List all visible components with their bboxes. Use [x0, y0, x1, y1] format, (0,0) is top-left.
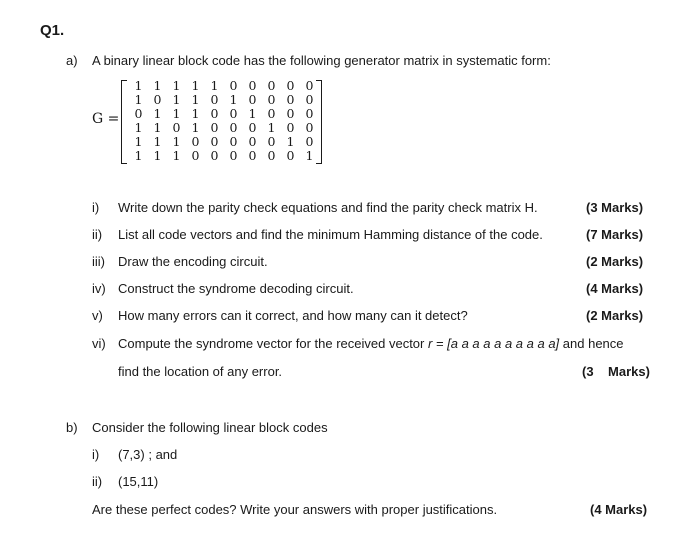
matrix-row [129, 121, 319, 135]
matrix-cell: 0 [229, 148, 238, 163]
matrix-cell: 0 [248, 92, 257, 107]
item-text: Construct the syndrome decoding circuit. [118, 281, 354, 296]
matrix-label: G = [92, 111, 120, 127]
item-text: Draw the encoding circuit. [118, 254, 268, 269]
matrix-row [129, 93, 319, 107]
matrix-cell: 0 [191, 148, 200, 163]
matrix-cell: 1 [267, 120, 276, 135]
matrix-cell: 1 [305, 148, 314, 163]
matrix-cell: 1 [134, 120, 143, 135]
matrix-cell: 0 [229, 106, 238, 121]
matrix-cell: 0 [305, 92, 314, 107]
item-marks: (2 Marks) [586, 308, 644, 323]
matrix-cell: 0 [248, 134, 257, 149]
matrix-cell: 1 [248, 106, 257, 121]
item-a-iii [92, 254, 268, 269]
matrix-cell: 1 [172, 106, 181, 121]
matrix-cell: 0 [286, 148, 295, 163]
item-b-i [92, 447, 177, 462]
part-b-intro: Consider the following linear block codes [92, 420, 328, 435]
part-a-intro: A binary linear block code has the following generator matrix in systematic form: [92, 53, 551, 68]
item-marks: (7 Marks) [586, 227, 644, 242]
matrix-cell: 1 [134, 78, 143, 93]
matrix-row [129, 135, 319, 149]
matrix-cell: 1 [210, 78, 219, 93]
matrix-cell: 0 [286, 106, 295, 121]
part-b-marks: (4 Marks) [590, 502, 648, 517]
matrix-cell: 0 [248, 78, 257, 93]
item-a-v [92, 308, 468, 323]
matrix-cell: 1 [191, 78, 200, 93]
item-number: iii) [92, 254, 105, 269]
matrix-cell: 0 [134, 106, 143, 121]
matrix-cell: 1 [153, 120, 162, 135]
matrix-cell: 1 [172, 92, 181, 107]
matrix-cell: 0 [248, 148, 257, 163]
matrix-cell: 1 [172, 134, 181, 149]
matrix-cell: 0 [191, 134, 200, 149]
matrix-cell: 0 [153, 92, 162, 107]
matrix-cell: 0 [305, 78, 314, 93]
item-marks: (3 Marks) [586, 200, 644, 215]
matrix-cell: 0 [210, 134, 219, 149]
matrix-cell: 0 [229, 134, 238, 149]
item-text: (7,3) ; and [118, 447, 178, 462]
item-text: How many errors can it correct, and how many can it detect? [118, 308, 468, 323]
matrix-cell: 0 [248, 120, 257, 135]
part-b-label: b) [66, 420, 78, 435]
item-text: Compute the syndrome vector for the received vector [118, 336, 428, 351]
item-number: v) [92, 308, 103, 323]
item-marks: (4 Marks) [586, 281, 644, 296]
matrix-cell: 0 [267, 148, 276, 163]
matrix-cell: 0 [267, 92, 276, 107]
matrix-cell: 1 [134, 92, 143, 107]
matrix-row [129, 79, 319, 93]
item-number: vi) [92, 336, 106, 351]
matrix-cell: 0 [210, 120, 219, 135]
matrix-cell: 0 [229, 120, 238, 135]
item-text: List all code vectors and find the minimum Hamming distance of the code. [118, 227, 543, 242]
matrix-cell: 1 [153, 134, 162, 149]
matrix-cell: 0 [305, 106, 314, 121]
item-b-ii [92, 474, 158, 489]
item-number: ii) [92, 474, 103, 489]
matrix-cell: 1 [134, 134, 143, 149]
item-number: ii) [92, 227, 103, 242]
matrix-cell: 1 [134, 148, 143, 163]
received-vector: r = [a a a a a a a a a a] [427, 336, 560, 351]
item-number: i) [92, 200, 100, 215]
item-text-post: and hence [559, 336, 624, 351]
part-b-closing: Are these perfect codes? Write your answers with proper justifications. [92, 502, 498, 517]
matrix-cell: 1 [153, 106, 162, 121]
matrix-cell: 0 [172, 120, 181, 135]
matrix-cell: 0 [286, 92, 295, 107]
matrix-cell: 1 [172, 148, 181, 163]
matrix-cell: 0 [210, 92, 219, 107]
matrix-row [129, 149, 319, 163]
matrix-cell: 1 [286, 134, 295, 149]
item-a-vi [92, 336, 624, 351]
item-text: (15,11) [118, 474, 159, 489]
matrix-cell: 0 [267, 78, 276, 93]
matrix-cell: 1 [153, 78, 162, 93]
matrix-cell: 1 [153, 148, 162, 163]
matrix-cell: 1 [172, 78, 181, 93]
matrix-cell: 0 [210, 106, 219, 121]
matrix-cell: 0 [305, 134, 314, 149]
item-a-iv [92, 281, 354, 296]
matrix-cell: 0 [267, 106, 276, 121]
item-number: iv) [92, 281, 106, 296]
item-marks: (3 Marks) [582, 364, 650, 379]
item-number: i) [92, 447, 100, 462]
matrix-cell: 0 [267, 134, 276, 149]
left-bracket [121, 80, 127, 164]
matrix-cell: 1 [191, 92, 200, 107]
matrix-cell: 0 [210, 148, 219, 163]
item-text-continued: find the location of any error. [118, 364, 283, 379]
matrix-cell: 0 [286, 120, 295, 135]
matrix-row [129, 107, 319, 121]
item-text: Write down the parity check equations and find the parity check matrix H. [118, 200, 538, 215]
matrix-cell: 0 [305, 120, 314, 135]
item-marks: (2 Marks) [586, 254, 644, 269]
part-a-label: a) [66, 53, 78, 68]
item-a-ii [92, 227, 543, 242]
matrix-cell: 1 [191, 106, 200, 121]
matrix-body [121, 78, 321, 164]
matrix-cell: 1 [191, 120, 200, 135]
matrix-cell: 1 [229, 92, 238, 107]
item-a-i [92, 200, 538, 215]
matrix-cell: 0 [286, 78, 295, 93]
matrix-cell: 0 [229, 78, 238, 93]
question-title: Q1. [40, 22, 65, 39]
